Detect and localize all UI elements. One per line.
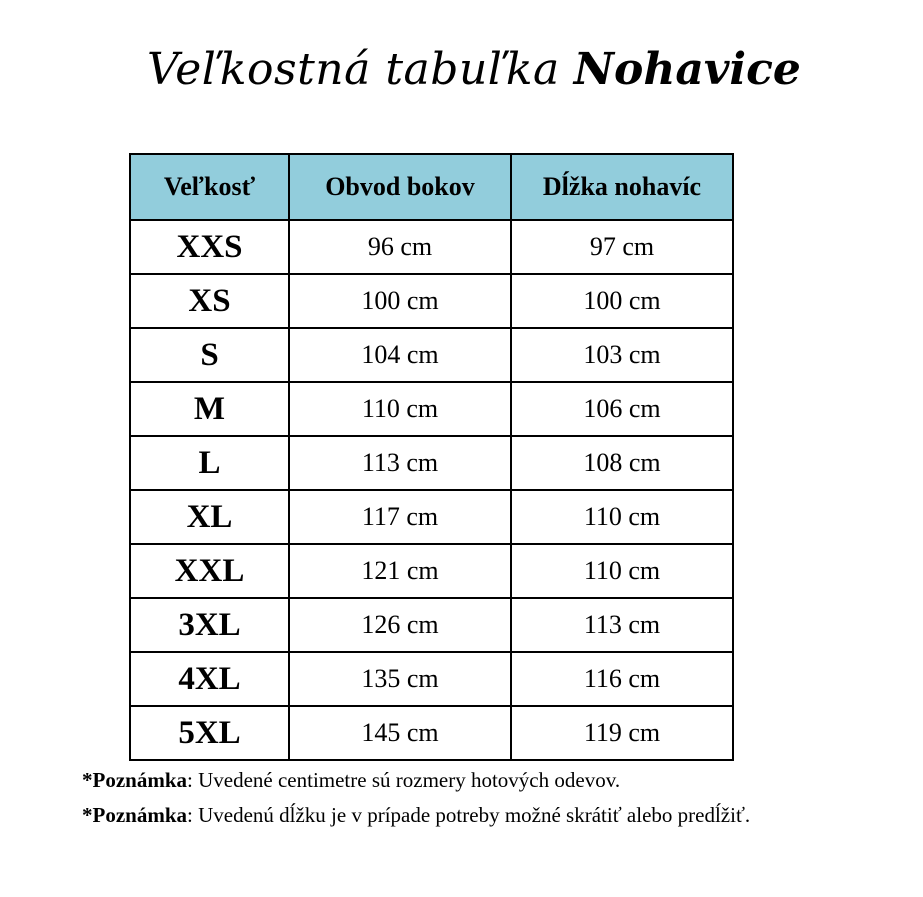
table-row [130, 598, 733, 652]
header-length: Dĺžka nohavíc [511, 154, 733, 220]
note-label: *Poznámka [82, 803, 187, 827]
hips-cell: 121 cm [289, 544, 511, 598]
table-row [130, 220, 733, 274]
note-text: : Uvedené centimetre sú rozmery hotových odevov. [187, 768, 621, 792]
table-row [130, 436, 733, 490]
length-cell: 100 cm [511, 274, 733, 328]
note-length-adjustment [82, 802, 750, 828]
note-text: : Uvedenú dĺžku je v prípade potreby možné skrátiť alebo predĺžiť. [187, 803, 751, 827]
title-product: Nohavice [573, 44, 801, 95]
size-cell: 3XL [130, 598, 289, 652]
page-title [147, 40, 801, 100]
hips-cell: 110 cm [289, 382, 511, 436]
length-cell: 103 cm [511, 328, 733, 382]
header-size: Veľkosť [130, 154, 289, 220]
hips-cell: 96 cm [289, 220, 511, 274]
hips-cell: 145 cm [289, 706, 511, 760]
length-cell: 116 cm [511, 652, 733, 706]
table-row [130, 544, 733, 598]
hips-cell: 135 cm [289, 652, 511, 706]
header-hips: Obvod bokov [289, 154, 511, 220]
size-cell: L [130, 436, 289, 490]
size-cell: M [130, 382, 289, 436]
table-row [130, 490, 733, 544]
length-cell: 97 cm [511, 220, 733, 274]
length-cell: 110 cm [511, 490, 733, 544]
size-cell: XXS [130, 220, 289, 274]
hips-cell: 113 cm [289, 436, 511, 490]
table-row [130, 382, 733, 436]
table-row [130, 328, 733, 382]
hips-cell: 126 cm [289, 598, 511, 652]
size-cell: 4XL [130, 652, 289, 706]
length-cell: 108 cm [511, 436, 733, 490]
hips-cell: 104 cm [289, 328, 511, 382]
length-cell: 110 cm [511, 544, 733, 598]
size-cell: XS [130, 274, 289, 328]
length-cell: 113 cm [511, 598, 733, 652]
size-cell: XL [130, 490, 289, 544]
table-row [130, 652, 733, 706]
title-prefix: Veľkostná tabuľka [147, 44, 560, 95]
hips-cell: 100 cm [289, 274, 511, 328]
note-label: *Poznámka [82, 768, 187, 792]
table-header-row [130, 154, 733, 220]
size-table [129, 153, 734, 761]
size-cell: 5XL [130, 706, 289, 760]
note-finished-garment [82, 767, 620, 793]
size-cell: S [130, 328, 289, 382]
table-row [130, 706, 733, 760]
length-cell: 119 cm [511, 706, 733, 760]
size-cell: XXL [130, 544, 289, 598]
length-cell: 106 cm [511, 382, 733, 436]
table-row [130, 274, 733, 328]
hips-cell: 117 cm [289, 490, 511, 544]
